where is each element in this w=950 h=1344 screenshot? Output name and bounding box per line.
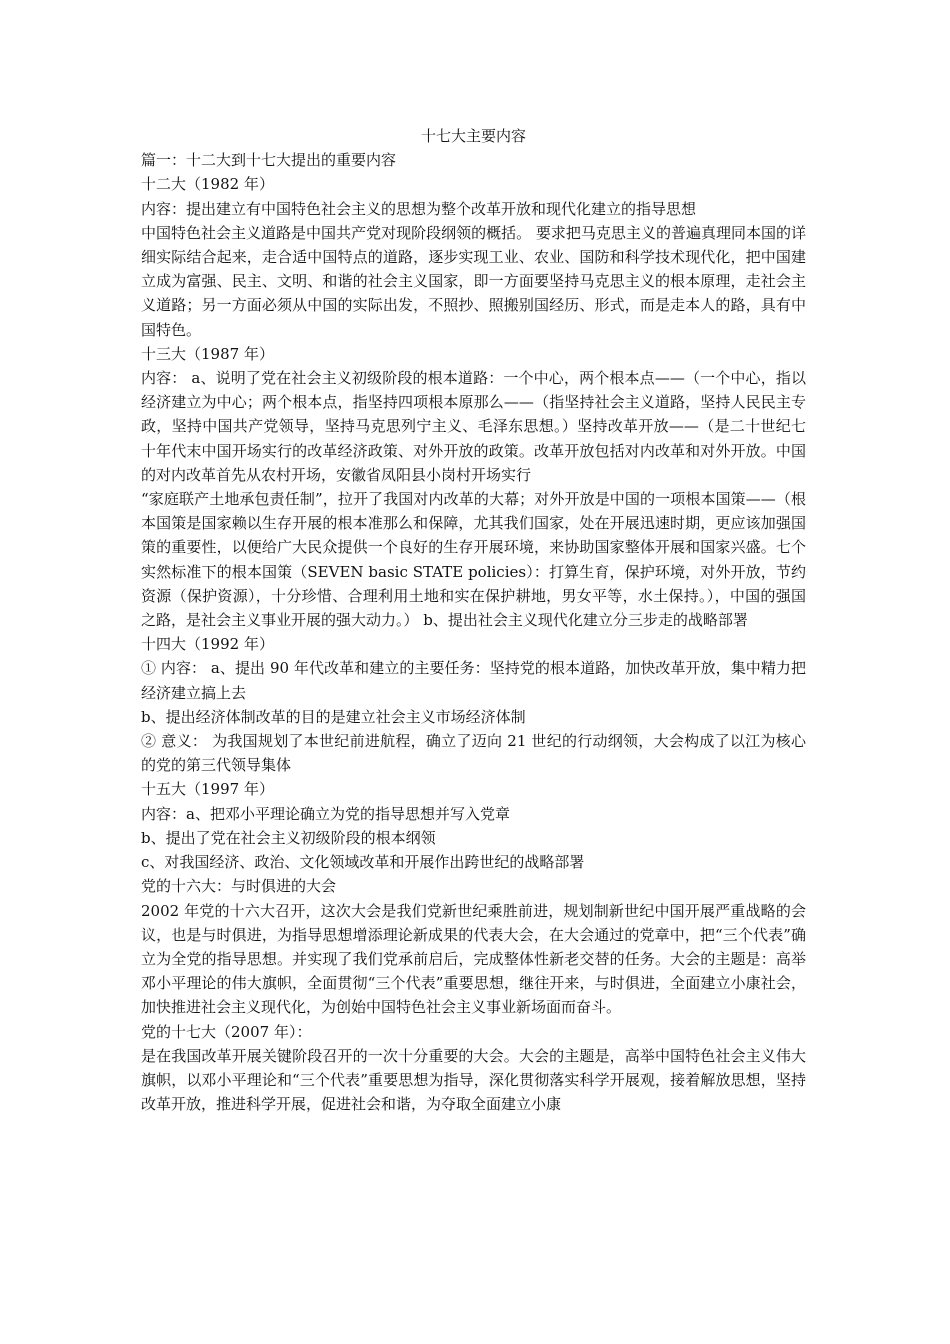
- paragraph-6: 内容： a、说明了党在社会主义初级阶段的根本道路：一个中心，两个根本点——（一个中心，指以经济建立为中心；两个根本点，指坚持四项根本原那么——（指坚持社会主义道路，坚持人民民主专政，坚持中国共产党领导，坚持马克思列宁主义、毛泽东思想。）坚持改革开放——（是二十世纪七十年代末中国开场实行的改革经济政策、对外开放的政策。改革开放包括对内改革和对外开放。中国的对内改革首先从农村开场，安徽省凤阳县小岗村开场实行: [141, 369, 806, 484]
- paragraph-10: b、提出经济体制改革的目的是建立社会主义市场经济体制: [141, 707, 526, 726]
- paragraph-17: 2002 年党的十六大召开，这次大会是我们党新世纪乘胜前进，规划制新世纪中国开展严重战略的会议，也是与时俱进，为指导思想增添理论新成果的代表大会，在大会通过的党章中，把“三个代表”确立为全党的指导思想。并实现了我们党承前启后，完成整体性新老交替的任务。大会的主题是：高举邓小平理论的伟大旗帜，全面贯彻“三个代表”重要思想，继往开来，与时俱进，全面建立小康社会，加快推进社会主义现代化，为创始中国特色社会主义事业新场面而奋斗。: [141, 901, 806, 1017]
- paragraph-5: 十三大（1987 年）: [141, 344, 274, 363]
- paragraph-15: c、对我国经济、政治、文化领域改革和开展作出跨世纪的战略部署: [141, 853, 585, 872]
- paragraph-2: 十二大（1982 年）: [141, 175, 274, 194]
- paragraph-16: 党的十六大：与时俱进的大会: [141, 877, 337, 896]
- paragraph-7: “家庭联产土地承包责任制”，拉开了我国对内改革的大幕；对外开放是中国的一项根本国策——（根本国策是国家赖以生存开展的根本准那么和保障，尤其我们国家，处在开展迅速时期，更应该加强国策的重要性，以便给广大民众提供一个良好的生存开展环境，来协助国家整体开展和国家兴盛。七个实然标准下的根本国策（SEVEN basic STATE policies）：打算生育，保护环境，对外开放，节约资源（保护资源），十分珍惜、合理利用土地和实在保护耕地，男女平等，水土保持。），中国的强国之路，是社会主义事业开展的强大动力。） b、提出社会主义现代化建立分三步走的战略部署: [141, 490, 806, 630]
- paragraph-8: 十四大（1992 年）: [141, 635, 274, 654]
- paragraph-18: 党的十七大（2007 年）：: [141, 1022, 312, 1041]
- paragraph-13: 内容：a、把邓小平理论确立为党的指导思想并写入党章: [141, 804, 510, 823]
- paragraph-3: 内容：提出建立有中国特色社会主义的思想为整个改革开放和现代化建立的指导思想: [141, 199, 697, 218]
- document-page: [141, 124, 806, 1116]
- paragraph-1: 篇一：十二大到十七大提出的重要内容: [141, 151, 397, 170]
- paragraph-4: 中国特色社会主义道路是中国共产党对现阶段纲领的概括。 要求把马克思主义的普遍真理同本国的详细实际结合起来，走合适中国特点的道路，逐步实现工业、农业、国防和科学技术现代化，把中国建立成为富强、民主、文明、和谐的社会主义国家，即一方面要坚持马克思主义的根本原理，走社会主义道路；另一方面必须从中国的实际出发，不照抄、照搬别国经历、形式，而是走本人的路，具有中国特色。: [141, 223, 806, 339]
- paragraph-12: 十五大（1997 年）: [141, 780, 274, 799]
- document-title: 十七大主要内容: [420, 127, 526, 145]
- paragraph-19: 是在我国改革开展关键阶段召开的一次十分重要的大会。大会的主题是，高举中国特色社会主义伟大旗帜，以邓小平理论和“三个代表”重要思想为指导，深化贯彻落实科学开展观，接着解放思想，坚持改革开放，推进科学开展，促进社会和谐，为夺取全面建立小康: [141, 1046, 806, 1114]
- paragraph-11: ② 意义： 为我国规划了本世纪前进航程，确立了迈向 21 世纪的行动纲领，大会构成了以江为核心的党的第三代领导集体: [141, 732, 806, 775]
- paragraph-14: b、提出了党在社会主义初级阶段的根本纲领: [141, 828, 436, 847]
- paragraph-9: ① 内容： a、提出 90 年代改革和建立的主要任务：坚持党的根本道路，加快改革开放，集中精力把经济建立搞上去: [141, 659, 806, 702]
